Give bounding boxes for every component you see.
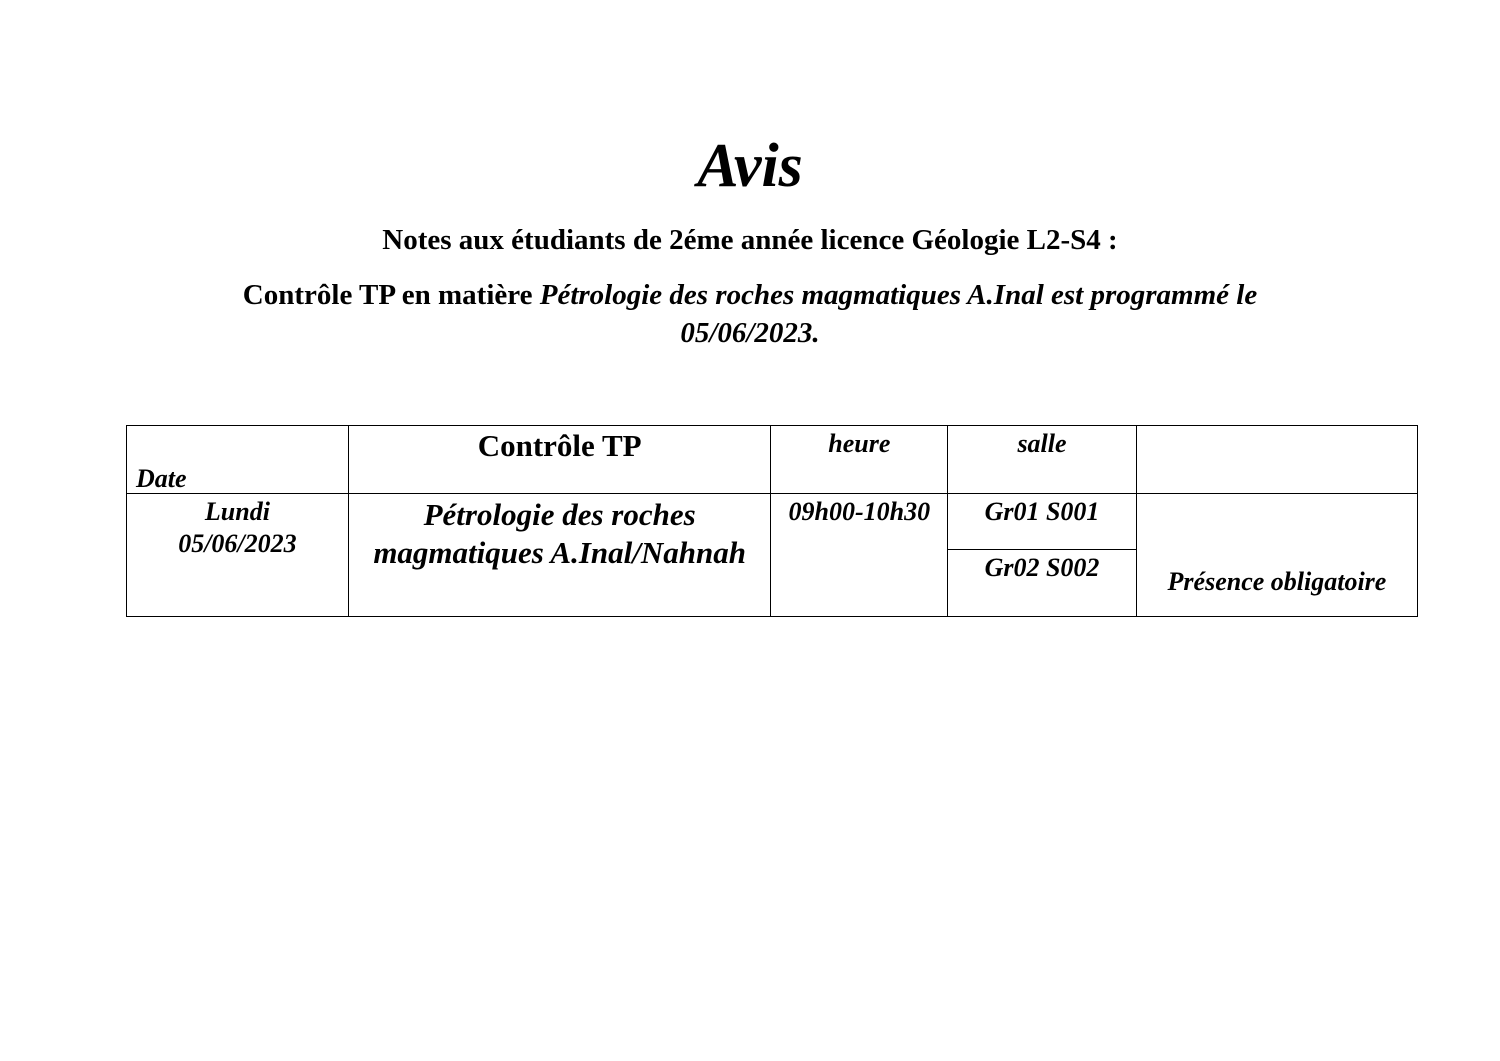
header-extra: [1136, 426, 1417, 494]
notice-intro: [170, 276, 1330, 352]
table-row: [127, 494, 1418, 550]
header-salle: salle: [948, 426, 1137, 494]
cell-note: Présence obligatoire: [1136, 494, 1417, 617]
table-header-row: [127, 426, 1418, 494]
header-date: Date: [127, 426, 349, 494]
intro-italic-text: Pétrologie des roches magmatiques A.Inal est programmé le 05/06/2023.: [539, 279, 1258, 349]
cell-group-2: Gr02 S002: [948, 550, 1137, 617]
exam-schedule-table: [126, 425, 1418, 617]
header-controle: Contrôle TP: [348, 426, 771, 494]
cell-date: [127, 494, 349, 617]
intro-text: Contrôle TP en matière: [242, 279, 540, 311]
cell-group-1: Gr01 S001: [948, 494, 1137, 550]
header-heure: heure: [771, 426, 948, 494]
cell-day: Lundi: [204, 497, 270, 526]
notice-subtitle: Notes aux étudiants de 2éme année licence Géologie L2-S4 :: [382, 224, 1118, 256]
cell-date-value: 05/06/2023: [178, 529, 297, 558]
cell-heure: 09h00-10h30: [771, 494, 948, 617]
notice-title: Avis: [697, 132, 803, 200]
cell-controle: Pétrologie des roches magmatiques A.Inal/Nahnah: [348, 494, 771, 617]
